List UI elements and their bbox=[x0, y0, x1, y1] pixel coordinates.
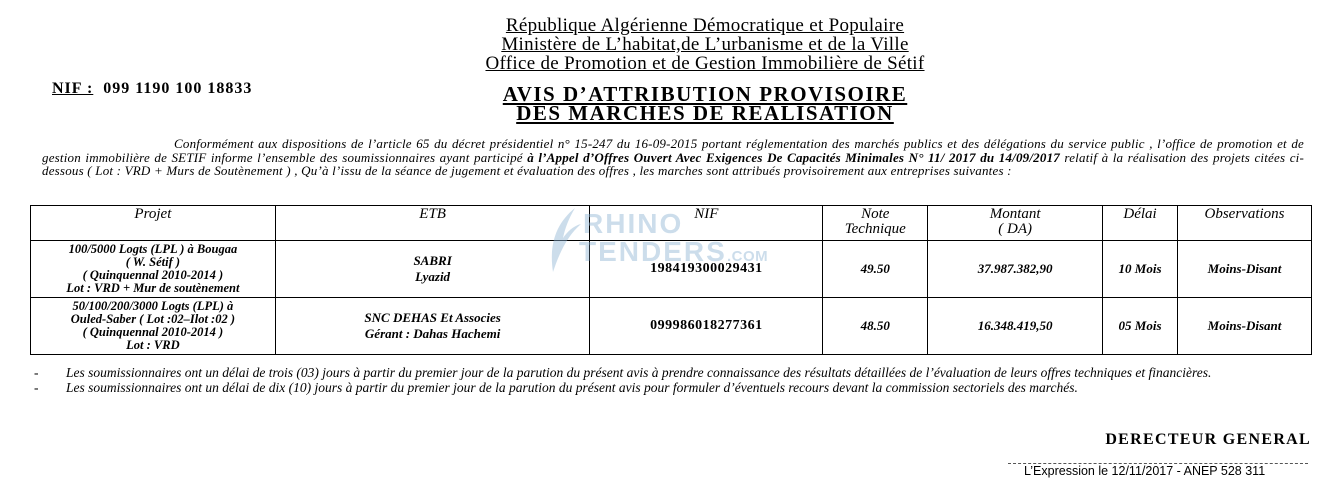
notice-title-line-2: DES MARCHES DE REALISATION bbox=[516, 101, 894, 125]
publication-source: L’Expression le 12/11/2017 - ANEP 528 311 bbox=[1024, 464, 1266, 478]
watermark-line-1: RHINO bbox=[583, 208, 684, 239]
col-header-montant: Montant ( DA) bbox=[928, 206, 1103, 241]
signer-title: DERECTEUR GENERAL bbox=[1105, 431, 1311, 448]
cell-etb: SNC DEHAS Et Associes Gérant : Dahas Hachemi bbox=[275, 298, 590, 355]
notice-title-line-1: AVIS D’ATTRIBUTION PROVISOIRE bbox=[502, 82, 908, 106]
cell-montant: 37.987.382,90 bbox=[928, 241, 1103, 298]
watermark-suffix: .COM bbox=[727, 248, 769, 265]
note-text: Les soumissionnaires ont un délai de dix (10) jours à partir du premier jour de la parution du présent avis pour formuler d’éventuels recours devant la commission sectoriels des marchés. bbox=[66, 380, 1078, 395]
cell-projet: 50/100/200/3000 Logts (LPL) à Ouled-Saber ( Lot :02–Ilot :02 ) ( Quinquennal 2010-2014 ) Lot : VRD bbox=[31, 298, 276, 355]
col-header-note: Note Technique bbox=[823, 206, 928, 241]
note-text: Les soumissionnaires ont un délai de trois (03) jours à partir du premier jour de la parution du présent avis à prendre connaissance des résultats détaillées de l’évaluation de leurs offres techniques et financières. bbox=[66, 365, 1212, 380]
list-item bbox=[30, 381, 1308, 394]
cell-montant: 16.348.419,50 bbox=[928, 298, 1103, 355]
cell-observations: Moins-Disant bbox=[1178, 241, 1312, 298]
list-item bbox=[30, 366, 1308, 379]
cell-note: 48.50 bbox=[823, 298, 928, 355]
cell-nif: 099986018277361 bbox=[590, 298, 823, 355]
table-header-row bbox=[31, 206, 1312, 241]
cell-nif: 198419300029431 bbox=[590, 241, 823, 298]
nif-label: NIF : bbox=[52, 80, 94, 97]
intro-text-1: Conformément aux dispositions de l’article 65 du décret présidentiel n° 15-247 du 16-09-2015 portant réglementation des marchés publics et des délégations du service public , l’office de promotion et de gestion immobilière de SETIF informe l’ensemble des soumissionnaires ayant participé bbox=[42, 136, 1304, 165]
col-header-projet: Projet bbox=[31, 206, 276, 241]
cell-projet: 100/5000 Logts (LPL ) à Bougaa ( W. Sétif ) ( Quinquennal 2010-2014 ) Lot : VRD + Mur de soutènement bbox=[31, 241, 276, 298]
table-row bbox=[31, 241, 1312, 298]
cell-etb: SABRI Lyazid bbox=[275, 241, 590, 298]
header-line-2: Ministère de L’habitat,de L’urbanisme et de la Ville bbox=[501, 34, 909, 55]
note-dash: - bbox=[34, 365, 39, 380]
cell-note: 49.50 bbox=[823, 241, 928, 298]
intro-paragraph bbox=[42, 137, 1304, 178]
header-line-1: République Algérienne Démocratique et Populaire bbox=[505, 15, 905, 36]
table-row bbox=[31, 298, 1312, 355]
notes-list bbox=[30, 366, 1308, 396]
intro-text-2: relatif à la réalisation des projets citées ci-dessous ( Lot : VRD + Murs de Soutènement ) , Qu’à l’issu de la séance de jugement et évaluation des offres , les marches sont attribués provisoirement aux entreprises suivantes : bbox=[42, 149, 1304, 178]
col-header-observations: Observations bbox=[1178, 206, 1312, 241]
cell-delai: 05 Mois bbox=[1103, 298, 1178, 355]
cell-delai: 10 Mois bbox=[1103, 241, 1178, 298]
note-dash: - bbox=[34, 380, 39, 395]
nif-value: 099 1190 100 18833 bbox=[103, 80, 253, 97]
col-header-nif: NIF bbox=[590, 206, 823, 241]
watermark-line-2: TENDERS bbox=[579, 236, 727, 267]
col-header-delai: Délai bbox=[1103, 206, 1178, 241]
attribution-table bbox=[30, 205, 1312, 355]
cell-observations: Moins-Disant bbox=[1178, 298, 1312, 355]
intro-text-bold: à l’Appel d’Offres Ouvert Avec Exigences De Capacités Minimales N° 11/ 2017 du 14/09/2017 bbox=[527, 149, 1060, 165]
col-header-etb: ETB bbox=[275, 206, 590, 241]
header-line-3: Office de Promotion et de Gestion Immobilière de Sétif bbox=[485, 53, 925, 74]
